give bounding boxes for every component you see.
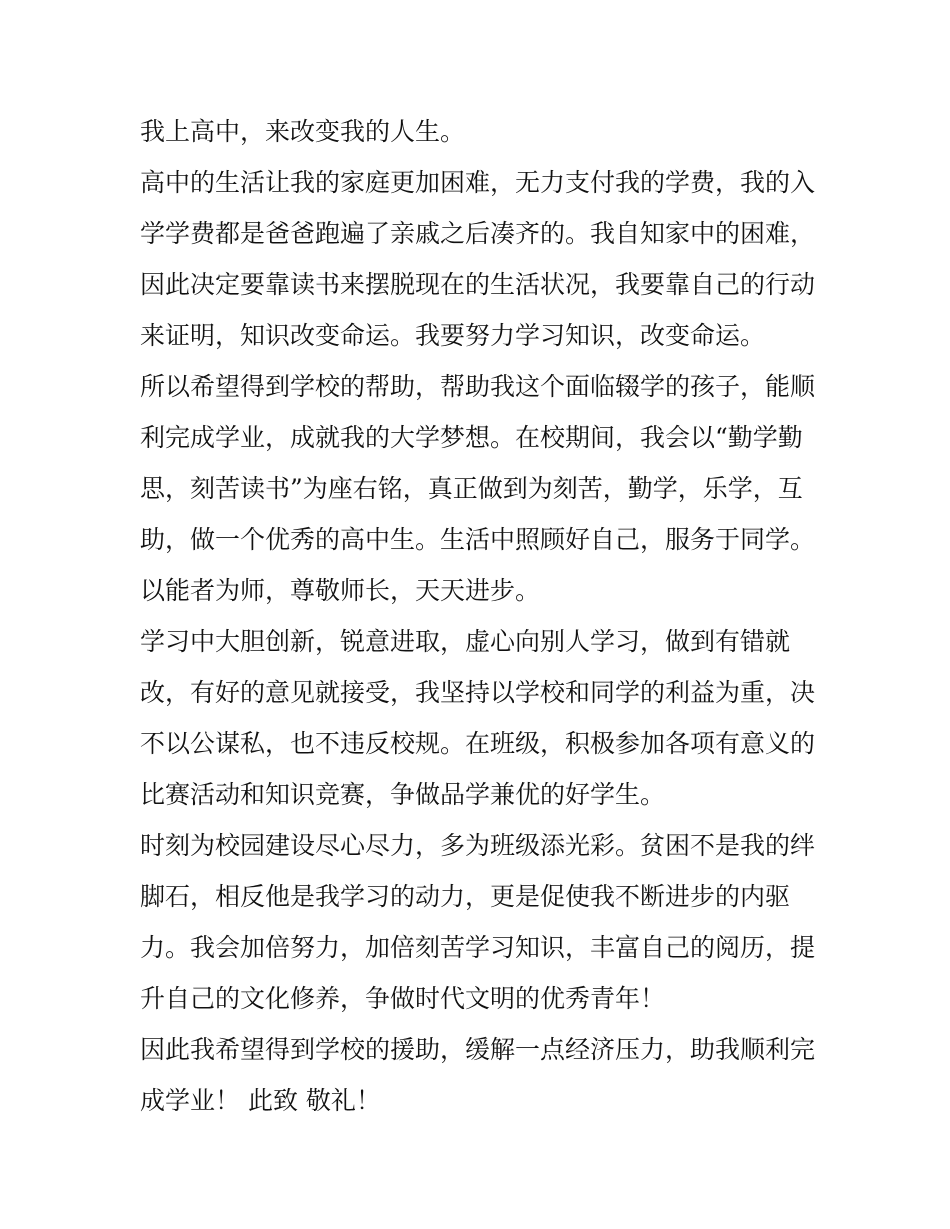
text-line: 学学费都是爸爸跑遍了亲戚之后凑齐的。我自知家中的困难，: [140, 219, 816, 248]
text-line: 力。我会加倍努力，加倍刻苦学习知识，丰富自己的阅历，提: [140, 933, 816, 962]
text-line: 学习中大胆创新，锐意进取，虚心向别人学习，做到有错就: [140, 627, 791, 656]
text-line: 时刻为校园建设尽心尽力，多为班级添光彩。贫困不是我的绊: [140, 831, 816, 860]
text-line: 思，刻苦读书”为座右铭，真正做到为刻苦，勤学，乐学，互: [140, 474, 803, 503]
text-line: 因此我希望得到学校的援助，缓解一点经济压力，助我顺利完: [140, 1035, 816, 1064]
text-line: 来证明，知识改变命运。我要努力学习知识，改变命运。: [140, 321, 766, 350]
text-line: 以能者为师，尊敬师长，天天进步。: [140, 576, 541, 605]
text-line: 所以希望得到学校的帮助，帮助我这个面临辍学的孩子，能顺: [140, 372, 816, 401]
text-line: 脚石，相反他是我学习的动力，更是促使我不断进步的内驱: [140, 882, 791, 911]
text-line: 助，做一个优秀的高中生。生活中照顾好自己，服务于同学。: [140, 525, 816, 554]
text-line: 利完成学业，成就我的大学梦想。在校期间，我会以“勤学勤: [140, 423, 803, 452]
document-body: [140, 106, 820, 1126]
text-line: 成学业！ 此致 敬礼！: [140, 1086, 381, 1115]
text-line: 改，有好的意见就接受，我坚持以学校和同学的利益为重，决: [140, 678, 816, 707]
text-line: 比赛活动和知识竞赛，争做品学兼优的好学生。: [140, 780, 666, 809]
text-line: 不以公谋私，也不违反校规。在班级，积极参加各项有意义的: [140, 729, 816, 758]
text-line: 升自己的文化修养，争做时代文明的优秀青年！: [140, 984, 666, 1013]
text-line: 因此决定要靠读书来摆脱现在的生活状况，我要靠自己的行动: [140, 270, 816, 299]
text-line: 我上高中，来改变我的人生。: [140, 117, 466, 146]
text-line: 高中的生活让我的家庭更加困难，无力支付我的学费，我的入: [140, 168, 816, 197]
